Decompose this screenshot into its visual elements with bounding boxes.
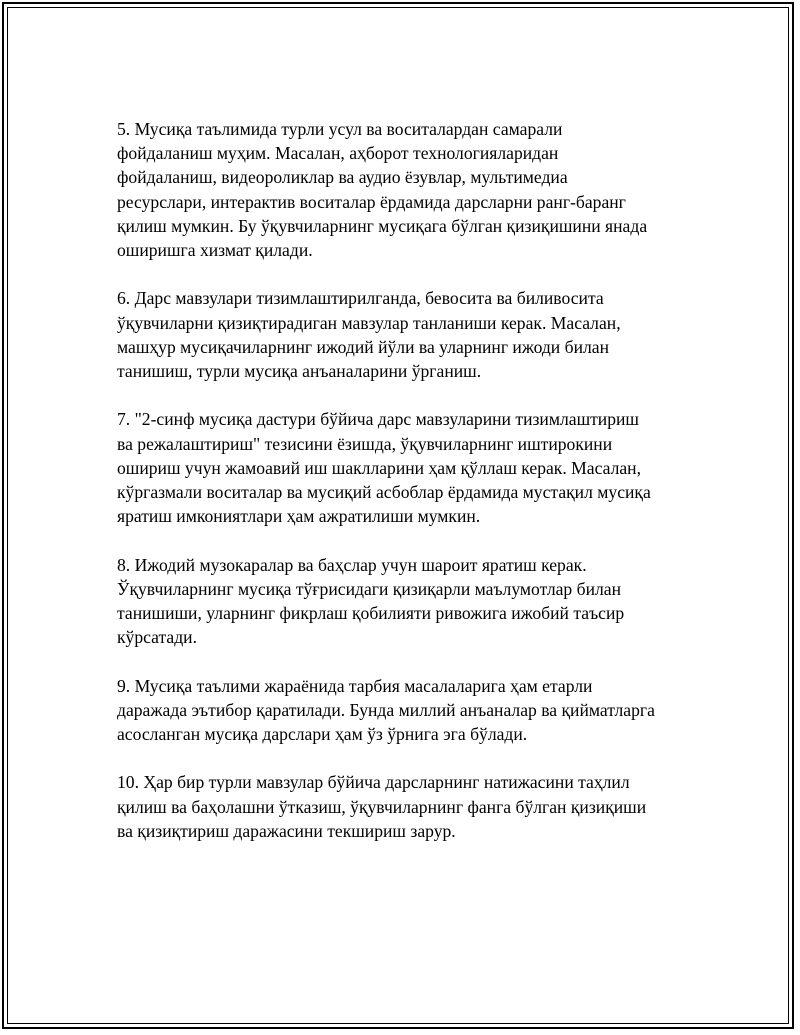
text-line: даражада эътибор қаратилади. Бунда миллий анъаналар ва қийматларга (117, 699, 655, 720)
paragraph-5 (117, 117, 687, 262)
text-line: Ўқувчиларнинг мусиқа тўғрисидаги қизиқарли маълумотлар билан (117, 578, 621, 599)
text-line: 10. Ҳар бир турли мавзулар бўйича дарсларнинг натижасини таҳлил (117, 772, 630, 793)
text-line: танишиш, турли мусиқа анъаналарини ўрганиш. (117, 361, 482, 382)
text-line: ва қизиқтириш даражасини текшириш зарур. (117, 820, 456, 841)
text-line: фойдаланиш, видеороликлар ва аудио ёзувлар, мультимедиа (117, 167, 568, 188)
text-line: ва режалаштириш" тезисини ёзишда, ўқувчиларнинг иштирокини (117, 433, 613, 454)
paragraph-9 (117, 674, 687, 747)
paragraph-6 (117, 286, 687, 383)
text-line: ўқувчиларни қизиқтирадиган мавзулар танланиши керак. Масалан, (117, 312, 621, 333)
text-line: 5. Мусиқа таълимида турли усул ва воситалардан самарали (117, 119, 563, 139)
text-line: 6. Дарс мавзулари тизимлаштирилганда, бевосита ва биливосита (117, 288, 604, 309)
text-line: ресурслари, интерактив воситалар ёрдамида дарсларни ранг-баранг (117, 191, 626, 212)
text-line: фойдаланиш муҳим. Масалан, аҳборот технологияларидан (117, 143, 559, 164)
paragraph-8 (117, 553, 687, 650)
text-line: кўрсатади. (117, 627, 197, 648)
text-line: қилиш мумкин. Бу ўқувчиларнинг мусиқага бўлган қизиқишини янада (117, 215, 648, 236)
text-line: кўргазмали воситалар ва мусиқий асбоблар ёрдамида мустақил мусиқа (117, 482, 651, 503)
text-line: яратиш имкониятлари ҳам ажратилиши мумкин. (117, 506, 481, 527)
paragraph-7 (117, 407, 687, 528)
text-line: 8. Ижодий музокаралар ва баҳслар учун шароит яратиш керак. (117, 554, 587, 575)
text-line: машҳур мусиқачиларнинг ижодий йўли ва уларнинг ижоди билан (117, 336, 609, 357)
text-line: танишиши, уларнинг фикрлаш қобилияти ривожига ижобий таъсир (117, 603, 625, 624)
document-body (117, 117, 687, 867)
text-line: оширишга хизмат қилади. (117, 240, 313, 261)
text-line: асосланган мусиқа дарслари ҳам ўз ўрнига эга бўлади. (117, 724, 528, 745)
text-line: 9. Мусиқа таълими жараёнида тарбия масалаларига ҳам етарли (117, 675, 593, 696)
paragraph-10 (117, 770, 687, 843)
text-line: қилиш ва баҳолашни ўтказиш, ўқувчиларнинг фанга бўлган қизиқиши (117, 796, 647, 817)
text-line: ошириш учун жамоавий иш шаклларини ҳам қўллаш керак. Масалан, (117, 457, 641, 478)
text-line: 7. "2-синф мусиқа дастури бўйича дарс мавзуларини тизимлаштириш (117, 409, 639, 430)
